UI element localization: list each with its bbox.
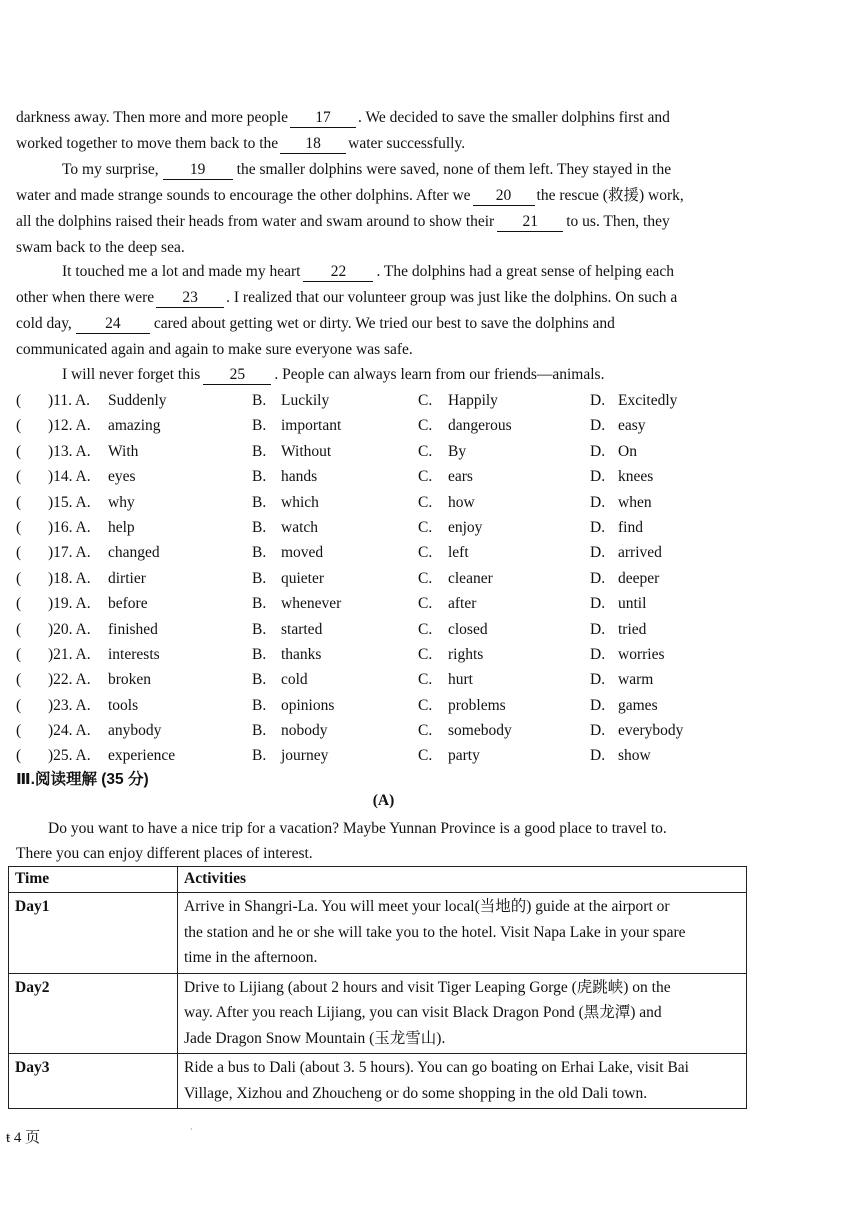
option-d: tried xyxy=(618,620,647,638)
day-cell: Day3 xyxy=(9,1054,178,1109)
blank-20: 20 xyxy=(473,187,535,206)
answer-bracket[interactable]: ( xyxy=(16,645,22,663)
activity-line: Ride a bus to Dali (about 3. 5 hours). You can go boating on Erhai Lake, visit Bai xyxy=(184,1059,689,1076)
story-text: It touched me a lot and made my heart xyxy=(62,263,301,280)
option-d: games xyxy=(618,696,658,714)
header-time: Time xyxy=(9,867,178,893)
activity-line: Village, Xizhou and Zhoucheng or do some shopping in the old Dali town. xyxy=(184,1084,648,1102)
option-d: worries xyxy=(618,645,665,663)
answer-bracket[interactable]: ( xyxy=(16,569,22,587)
option-b: thanks xyxy=(281,645,322,663)
question-row xyxy=(14,642,754,667)
option-a: interests xyxy=(108,645,160,663)
story-text: . The dolphins had a great sense of helping each xyxy=(376,263,675,280)
activity-line: Drive to Lijiang (about 2 hours and visit Tiger Leaping Gorge (虎跳峡) on the xyxy=(184,978,671,996)
option-d-letter: D. xyxy=(590,747,606,765)
story-line: communicated again and again to make sure everyone was safe. xyxy=(16,341,413,358)
option-b: whenever xyxy=(281,595,342,613)
option-c-letter: C. xyxy=(418,722,433,740)
story-text: darkness away. Then more and more people xyxy=(16,109,289,126)
option-a: Suddenly xyxy=(108,392,167,409)
option-b-letter: B. xyxy=(252,645,267,663)
story-text: cold day, xyxy=(16,315,72,332)
blank-17: 17 xyxy=(290,109,356,128)
story-paragraph-4 xyxy=(16,362,744,388)
question-row xyxy=(14,388,754,413)
blank-21: 21 xyxy=(497,213,563,232)
day-cell: Day2 xyxy=(9,973,178,1054)
question-number: )25. A. xyxy=(48,747,91,765)
story-text: . We decided to save the smaller dolphins first and xyxy=(358,109,670,126)
option-b-letter: B. xyxy=(252,392,267,409)
story-text: water successfully. xyxy=(348,135,466,152)
table-row xyxy=(9,893,747,974)
story-text: the smaller dolphins were saved, none of them left. They stayed in the xyxy=(236,161,672,178)
question-row xyxy=(14,591,754,616)
itinerary-table xyxy=(8,866,747,1109)
option-d-letter: D. xyxy=(590,468,606,486)
option-d-letter: D. xyxy=(590,696,606,714)
option-b: Luckily xyxy=(281,392,330,409)
option-d: Excitedly xyxy=(618,392,678,409)
table-row xyxy=(9,1054,747,1109)
option-c: By xyxy=(448,442,467,460)
story-paragraph-3 xyxy=(16,259,744,363)
option-c-letter: C. xyxy=(418,569,433,587)
option-c: rights xyxy=(448,645,484,663)
option-c: party xyxy=(448,747,480,765)
question-row xyxy=(14,743,754,768)
question-number: )22. A. xyxy=(48,671,91,689)
option-d: easy xyxy=(618,417,646,435)
story-text: To my surprise, xyxy=(62,161,159,178)
answer-bracket[interactable]: ( xyxy=(16,747,22,765)
option-a: broken xyxy=(108,671,152,689)
option-d: when xyxy=(618,493,652,511)
intro-line: There you can enjoy different places of interest. xyxy=(16,845,313,862)
story-text: cared about getting wet or dirty. We tried our best to save the dolphins and xyxy=(153,315,615,332)
story-line xyxy=(16,259,744,285)
answer-bracket[interactable]: ( xyxy=(16,417,22,435)
question-row xyxy=(14,439,754,464)
question-row xyxy=(14,566,754,591)
question-number: )24. A. xyxy=(48,722,91,740)
blank-18: 18 xyxy=(280,135,346,154)
option-d-letter: D. xyxy=(590,493,606,511)
option-d: knees xyxy=(618,468,654,486)
question-number: )11. A. xyxy=(48,392,91,409)
activity-line: Arrive in Shangri-La. You will meet your local(当地的) guide at the airport or xyxy=(184,898,670,915)
option-c-letter: C. xyxy=(418,747,433,765)
option-b-letter: B. xyxy=(252,671,267,689)
story-line xyxy=(16,131,744,157)
page-footer: ŧ 4 页 xyxy=(6,1130,41,1146)
question-row xyxy=(14,540,754,565)
option-b: Without xyxy=(281,442,332,460)
option-c-letter: C. xyxy=(418,696,433,714)
question-row xyxy=(14,464,754,489)
option-c-letter: C. xyxy=(418,544,433,562)
question-row xyxy=(14,718,754,743)
option-c: ears xyxy=(448,468,473,486)
option-b: which xyxy=(281,493,319,511)
story-line xyxy=(16,311,744,337)
option-b: watch xyxy=(281,518,319,536)
answer-bracket[interactable]: ( xyxy=(16,442,22,460)
day-cell: Day1 xyxy=(9,893,178,974)
option-d-letter: D. xyxy=(590,442,606,460)
answer-bracket[interactable]: ( xyxy=(16,468,22,486)
option-b: cold xyxy=(281,671,308,689)
option-a: before xyxy=(108,595,148,613)
story-line xyxy=(16,105,744,131)
option-a: With xyxy=(108,442,139,460)
question-number: )23. A. xyxy=(48,696,91,714)
option-d-letter: D. xyxy=(590,569,606,587)
option-a: tools xyxy=(108,696,139,714)
answer-bracket[interactable]: ( xyxy=(16,722,22,740)
question-number: )13. A. xyxy=(48,442,91,460)
question-number: )15. A. xyxy=(48,493,91,511)
option-a: dirtier xyxy=(108,569,146,587)
option-b-letter: B. xyxy=(252,620,267,638)
option-a: amazing xyxy=(108,417,161,435)
story-text: all the dolphins raised their heads from water and swam around to show their xyxy=(16,213,495,230)
option-b-letter: B. xyxy=(252,493,267,511)
option-b: important xyxy=(281,417,342,435)
option-b-letter: B. xyxy=(252,518,267,536)
option-c-letter: C. xyxy=(418,468,433,486)
option-c: closed xyxy=(448,620,488,638)
option-d: On xyxy=(618,442,637,460)
option-a: eyes xyxy=(108,468,136,486)
activity-line: the station and he or she will take you to the hotel. Visit Napa Lake in your spare xyxy=(184,923,686,941)
option-c-letter: C. xyxy=(418,595,433,613)
answer-bracket[interactable]: ( xyxy=(16,696,22,714)
option-d-letter: D. xyxy=(590,392,606,409)
option-d-letter: D. xyxy=(590,595,606,613)
option-b-letter: B. xyxy=(252,442,267,460)
question-row xyxy=(14,693,754,718)
table-row xyxy=(9,973,747,1054)
story-text: to us. Then, they xyxy=(566,213,670,230)
passage-label: (A) xyxy=(372,792,395,809)
answer-bracket[interactable]: ( xyxy=(16,392,22,409)
answer-bracket[interactable]: ( xyxy=(16,620,22,638)
story-paragraph-1 xyxy=(16,105,744,157)
option-d-letter: D. xyxy=(590,620,606,638)
option-b: hands xyxy=(281,468,318,486)
option-c-letter: C. xyxy=(418,518,433,536)
option-c: somebody xyxy=(448,722,512,740)
story-text: . I realized that our volunteer group was just like the dolphins. On such a xyxy=(226,289,678,306)
story-text: worked together to move them back to the xyxy=(16,135,279,152)
option-d: arrived xyxy=(618,544,662,562)
option-a: changed xyxy=(108,544,160,562)
option-d-letter: D. xyxy=(590,722,606,740)
option-d-letter: D. xyxy=(590,518,606,536)
option-c: dangerous xyxy=(448,417,512,435)
option-d: warm xyxy=(618,671,654,689)
question-number: )12. A. xyxy=(48,417,91,435)
option-d: find xyxy=(618,518,643,536)
option-b-letter: B. xyxy=(252,696,267,714)
option-c-letter: C. xyxy=(418,392,433,409)
blank-19: 19 xyxy=(163,161,233,180)
question-options-list xyxy=(14,388,754,769)
story-text: water and made strange sounds to encourage the other dolphins. After we xyxy=(16,187,471,204)
option-b: quieter xyxy=(281,569,325,587)
blank-25: 25 xyxy=(203,366,271,385)
question-number: )21. A. xyxy=(48,645,91,663)
option-d-letter: D. xyxy=(590,645,606,663)
story-line xyxy=(16,362,744,388)
option-b-letter: B. xyxy=(252,468,267,486)
option-a: finished xyxy=(108,620,158,638)
option-d-letter: D. xyxy=(590,417,606,435)
story-line xyxy=(16,285,744,311)
option-b-letter: B. xyxy=(252,747,267,765)
option-c: problems xyxy=(448,696,506,714)
option-d: everybody xyxy=(618,722,684,740)
header-activities: Activities xyxy=(178,867,747,893)
option-c: left xyxy=(448,544,469,562)
intro-line: Do you want to have a nice trip for a vacation? Maybe Yunnan Province is a good place to travel to. xyxy=(48,820,667,837)
option-d: deeper xyxy=(618,569,660,587)
option-c: Happily xyxy=(448,392,498,409)
option-a: anybody xyxy=(108,722,162,740)
question-number: )18. A. xyxy=(48,569,91,587)
activity-cell xyxy=(178,973,747,1054)
option-b: nobody xyxy=(281,722,328,740)
question-row xyxy=(14,490,754,515)
question-number: )16. A. xyxy=(48,518,91,536)
option-c-letter: C. xyxy=(418,493,433,511)
answer-bracket[interactable]: ( xyxy=(16,595,22,613)
option-d: show xyxy=(618,747,651,765)
question-number: )19. A. xyxy=(48,595,91,613)
option-d: until xyxy=(618,595,647,613)
option-d-letter: D. xyxy=(590,544,606,562)
story-text: I will never forget this xyxy=(62,366,201,383)
blank-23: 23 xyxy=(156,289,224,308)
table-header-row xyxy=(9,867,747,893)
activity-line: Jade Dragon Snow Mountain (玉龙雪山). xyxy=(184,1029,446,1047)
answer-bracket[interactable]: ( xyxy=(16,518,22,536)
option-b-letter: B. xyxy=(252,569,267,587)
option-c: hurt xyxy=(448,671,473,689)
question-number: )14. A. xyxy=(48,468,91,486)
option-c-letter: C. xyxy=(418,671,433,689)
option-b: moved xyxy=(281,544,324,562)
activity-line: way. After you reach Lijiang, you can visit Black Dragon Pond (黑龙潭) and xyxy=(184,1004,662,1021)
answer-bracket[interactable]: ( xyxy=(16,671,22,689)
story-line xyxy=(16,183,744,209)
story-text: other when there were xyxy=(16,289,155,306)
story-text: the rescue (救援) work, xyxy=(536,187,684,204)
answer-bracket[interactable]: ( xyxy=(16,493,22,511)
option-c: enjoy xyxy=(448,518,483,536)
option-c-letter: C. xyxy=(418,645,433,663)
question-number: )20. A. xyxy=(48,620,91,638)
option-b-letter: B. xyxy=(252,417,267,435)
option-b-letter: B. xyxy=(252,722,267,740)
blank-22: 22 xyxy=(303,263,373,282)
activity-cell xyxy=(178,1054,747,1109)
activity-line: time in the afternoon. xyxy=(184,949,318,966)
option-b: started xyxy=(281,620,323,638)
option-a: help xyxy=(108,518,135,536)
story-line xyxy=(16,209,744,235)
option-c: after xyxy=(448,595,477,613)
option-c: cleaner xyxy=(448,569,493,587)
option-c: how xyxy=(448,493,475,511)
question-row xyxy=(14,413,754,438)
scan-speck: · xyxy=(190,1125,193,1134)
option-b-letter: B. xyxy=(252,595,267,613)
blank-24: 24 xyxy=(76,315,150,334)
activity-cell xyxy=(178,893,747,974)
question-row xyxy=(14,515,754,540)
option-c-letter: C. xyxy=(418,442,433,460)
option-c-letter: C. xyxy=(418,417,433,435)
question-number: )17. A. xyxy=(48,544,91,562)
story-paragraph-2 xyxy=(16,157,744,261)
option-d-letter: D. xyxy=(590,671,606,689)
story-text: . People can always learn from our friends—animals. xyxy=(274,366,605,383)
option-a: experience xyxy=(108,747,176,765)
section-title: Ⅲ.阅读理解 (35 分) xyxy=(16,771,149,788)
question-row xyxy=(14,667,754,692)
option-a: why xyxy=(108,493,135,511)
story-line: swam back to the deep sea. xyxy=(16,239,185,256)
story-line xyxy=(16,157,744,183)
passage-intro xyxy=(16,816,756,866)
question-row xyxy=(14,617,754,642)
option-b-letter: B. xyxy=(252,544,267,562)
option-c-letter: C. xyxy=(418,620,433,638)
answer-bracket[interactable]: ( xyxy=(16,544,22,562)
option-b: opinions xyxy=(281,696,335,714)
option-b: journey xyxy=(281,747,329,765)
